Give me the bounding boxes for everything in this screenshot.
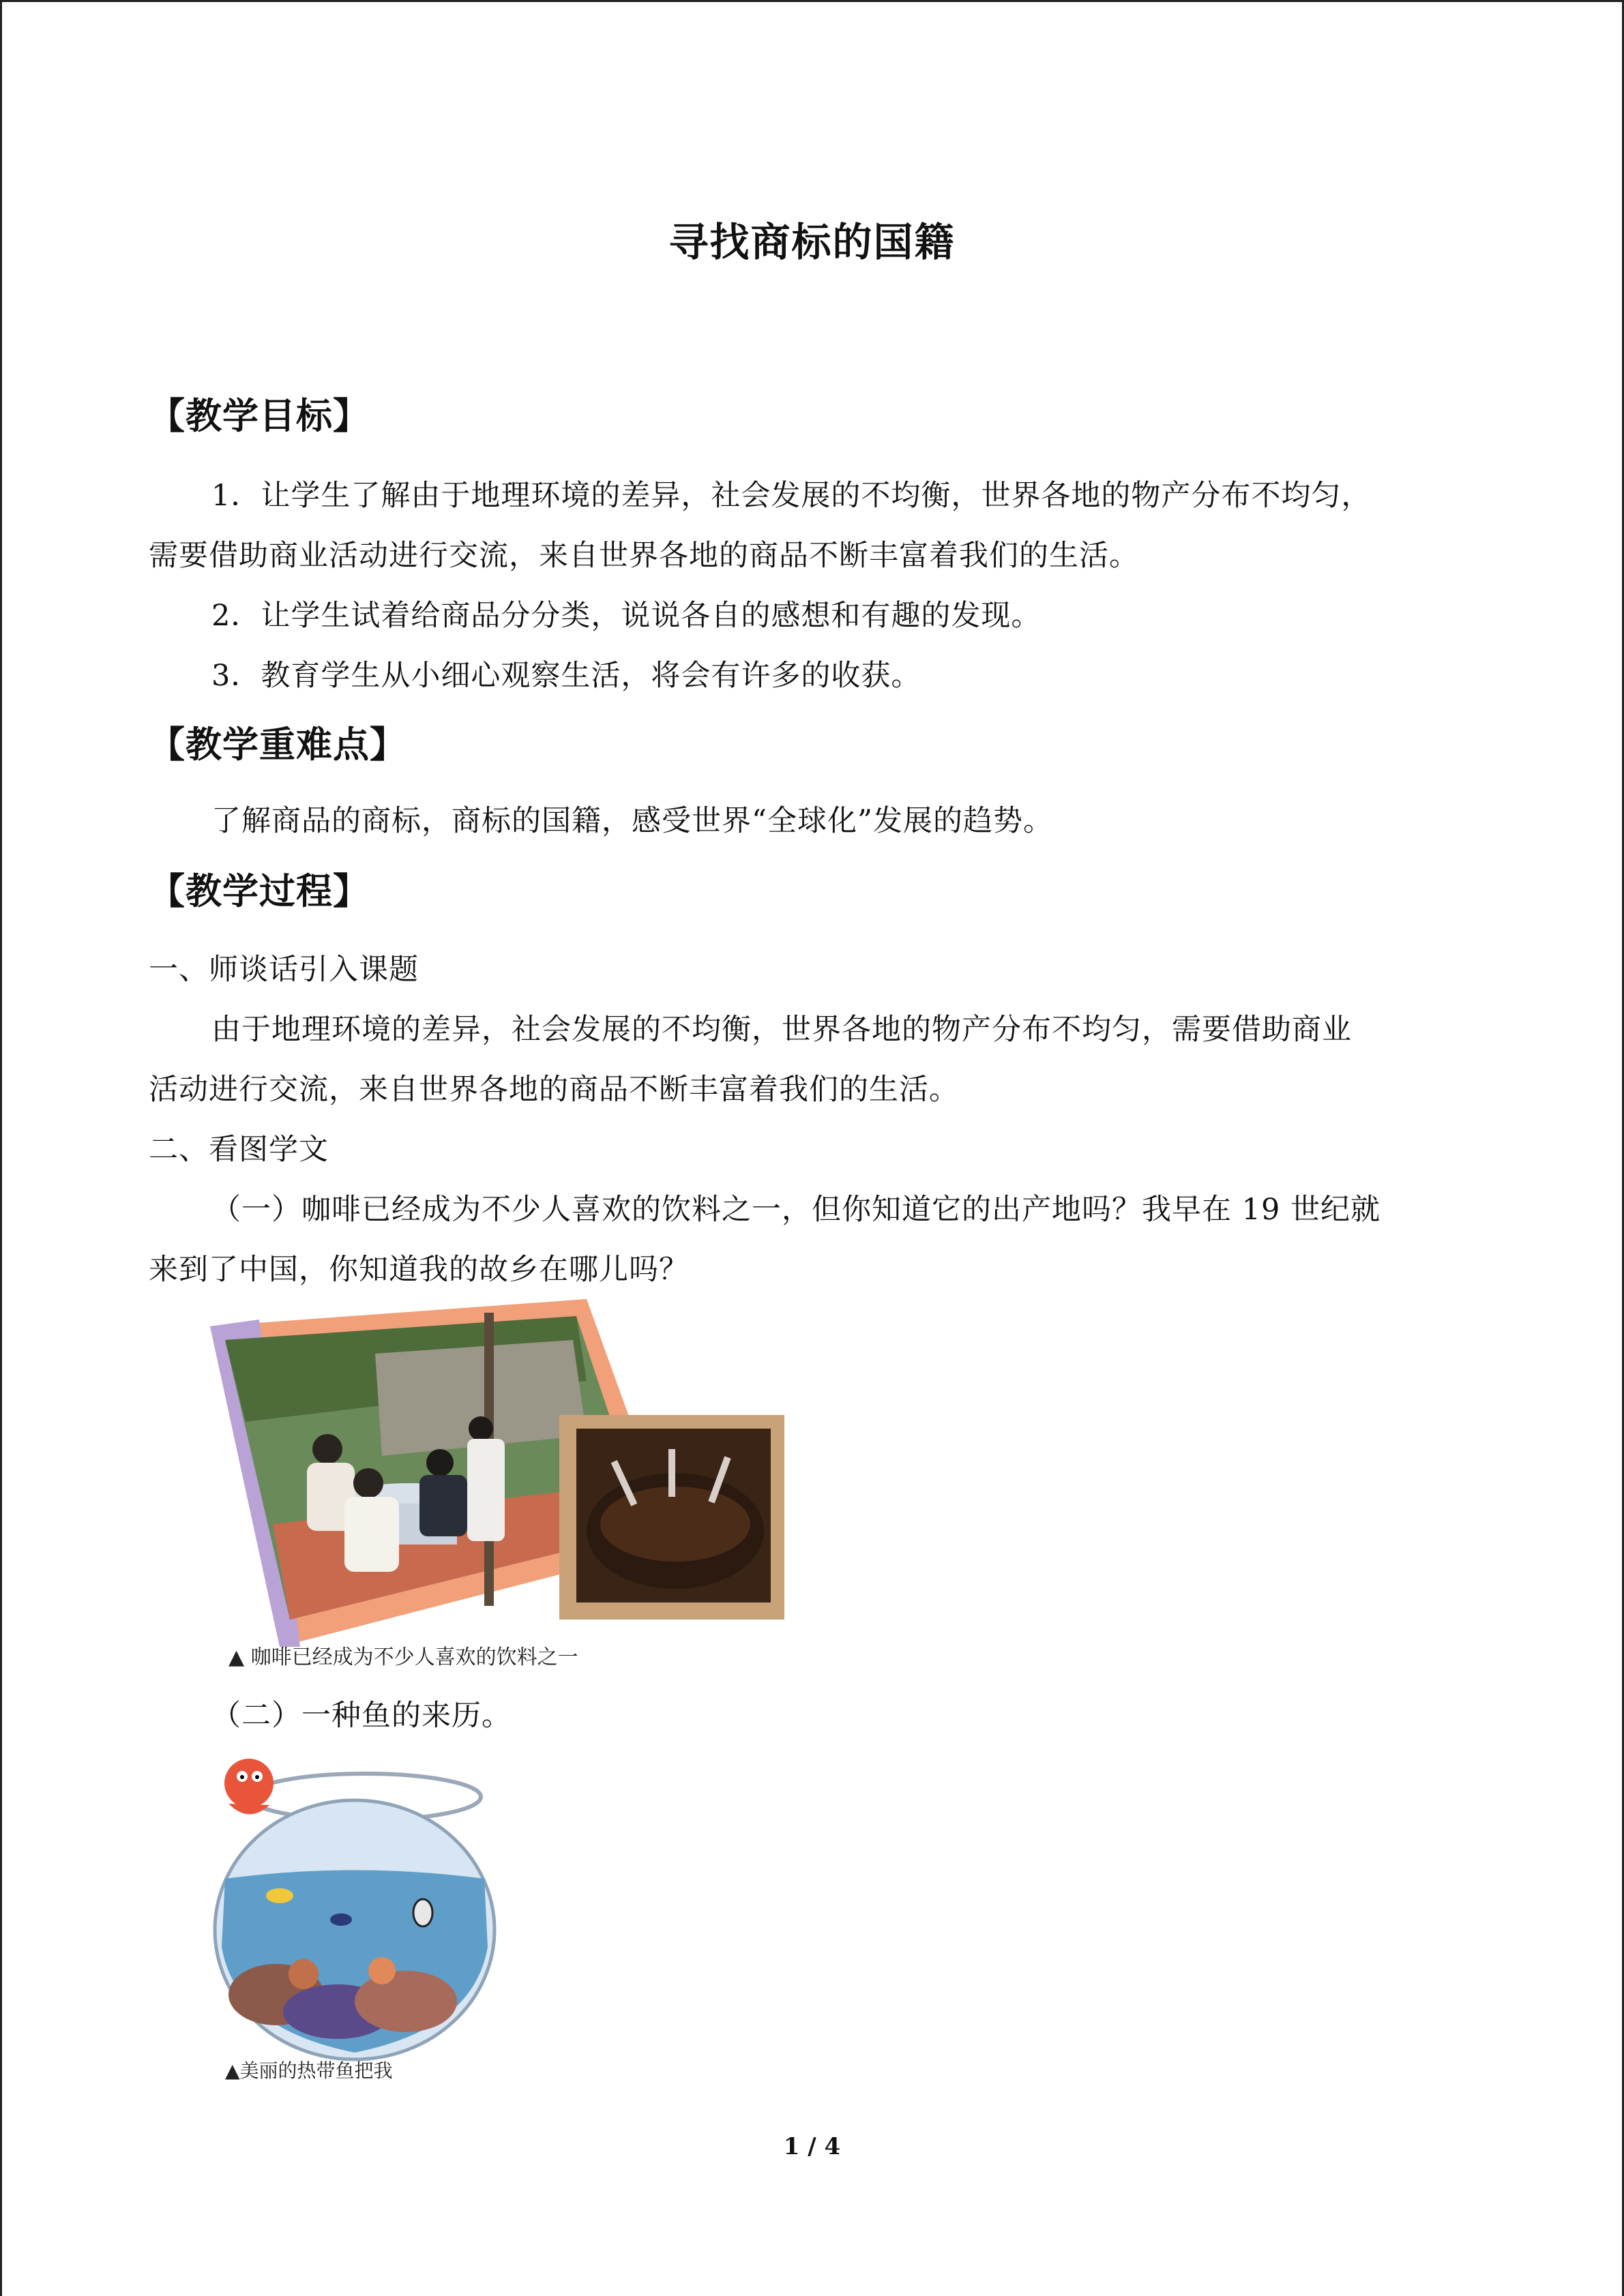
goal-1-line-2: 需要借助商业活动进行交流，来自世界各地的商品不断丰富着我们的生活。: [149, 539, 1139, 573]
fish-bowl-photo: [201, 1742, 501, 2083]
goal-3: 3．教育学生从小细心观察生活，将会有许多的收获。: [211, 659, 921, 693]
key-points-heading: 【教学重难点】: [149, 724, 407, 766]
coffee-photo: [205, 1299, 791, 1667]
step-2-heading: 二、看图学文: [149, 1133, 329, 1167]
goal-2: 2．让学生试着给商品分分类，说说各自的感想和有趣的发现。: [211, 599, 1042, 633]
coffee-line-2: 来到了中国，你知道我的故乡在哪儿吗？: [149, 1253, 689, 1287]
step-1-line-1: 由于地理环境的差异，社会发展的不均衡，世界各地的物产分布不均匀，需要借助商业: [211, 1013, 1352, 1047]
coffee-photo-graphic: [205, 1299, 791, 1667]
coffee-line-1: （一）咖啡已经成为不少人喜欢的饮料之一，但你知道它的出产地吗？我早在 19 世纪就: [211, 1193, 1381, 1227]
coffee-caption: ▲ 咖啡已经成为不少人喜欢的饮料之一: [228, 1645, 578, 1669]
step-1-line-2: 活动进行交流，来自世界各地的商品不断丰富着我们的生活。: [149, 1073, 959, 1107]
teaching-goals-heading: 【教学目标】: [149, 396, 370, 437]
page-title: 寻找商标的国籍: [668, 219, 956, 265]
key-points-text: 了解商品的商标，商标的国籍，感受世界“全球化”发展的趋势。: [211, 804, 1053, 838]
fish-bowl-graphic: [201, 1742, 501, 2083]
fish-caption: ▲美丽的热带鱼把我: [225, 2059, 393, 2082]
teaching-process-heading: 【教学过程】: [149, 871, 370, 912]
fish-line: （二）一种鱼的来历。: [211, 1699, 512, 1733]
step-1-heading: 一、师谈话引入课题: [149, 953, 419, 987]
page-number: 1 / 4: [783, 2133, 841, 2160]
goal-1-line-1: 1．让学生了解由于地理环境的差异，社会发展的不均衡，世界各地的物产分布不均匀，: [211, 479, 1372, 513]
